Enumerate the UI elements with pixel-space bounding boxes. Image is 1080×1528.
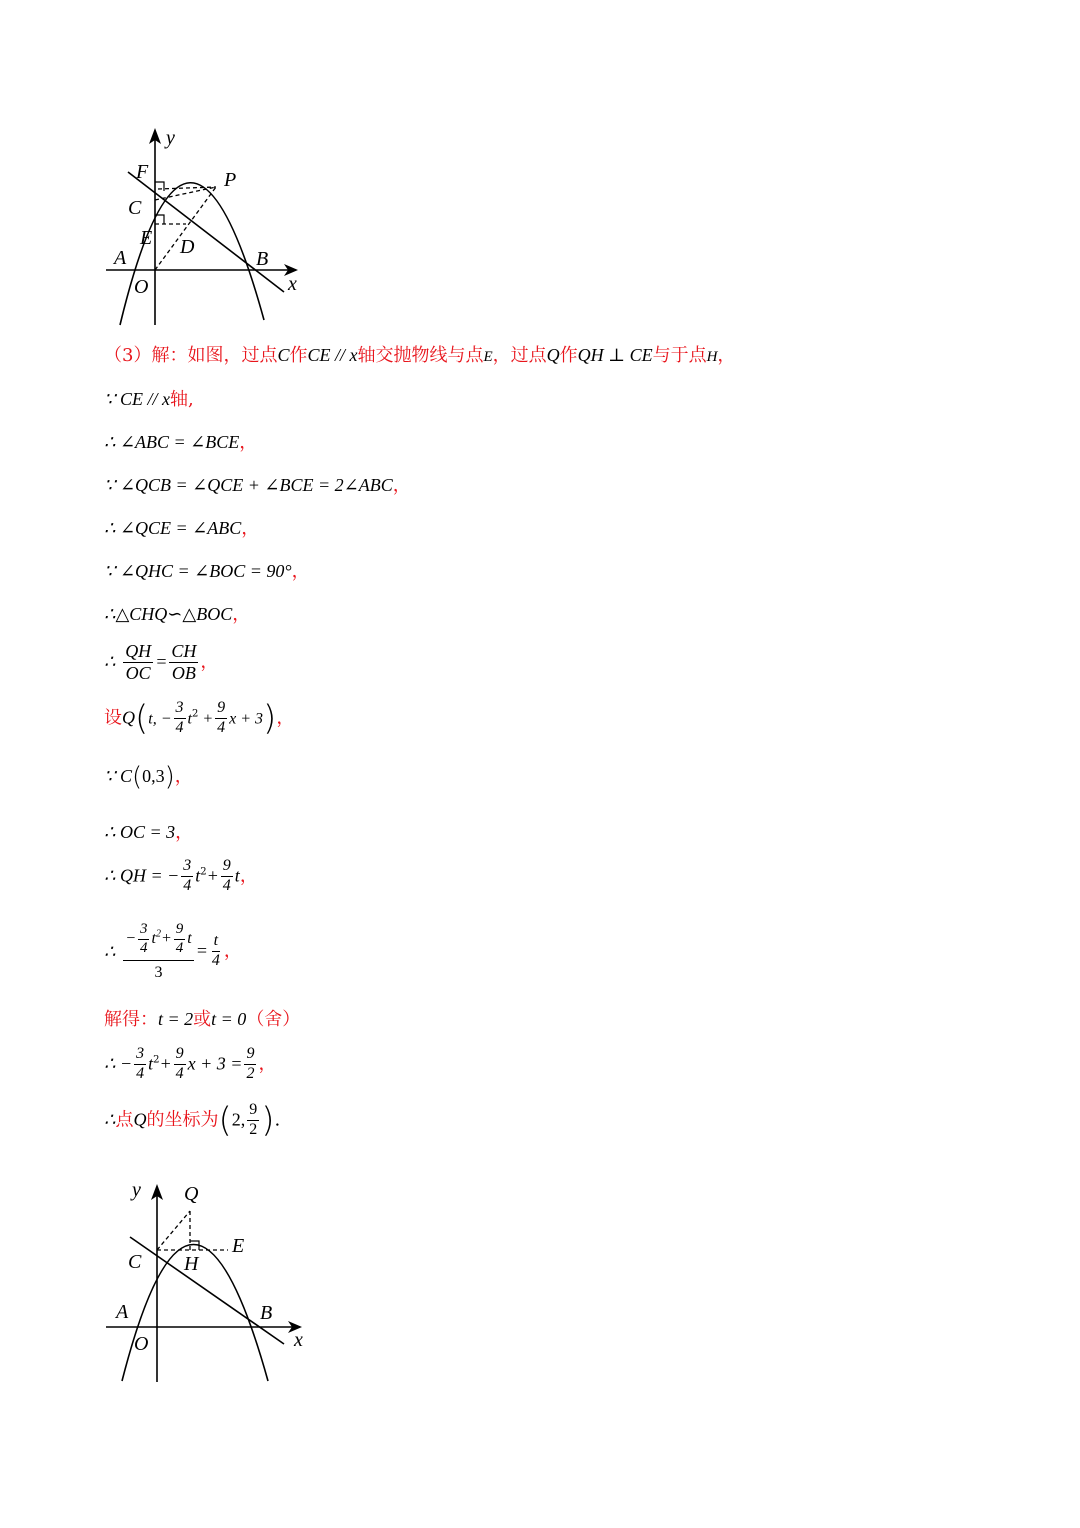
point-label: 点	[115, 1109, 134, 1131]
denominator: OB	[171, 662, 196, 683]
exponent: 2	[191, 708, 199, 720]
step-angle-abc-bce	[104, 433, 257, 452]
numerator: 9	[247, 1102, 259, 1121]
label-x: x	[288, 273, 297, 295]
label-o: O	[134, 276, 149, 298]
exponent: 2	[155, 928, 161, 940]
numerator: 9	[174, 922, 186, 940]
step-equation	[104, 922, 242, 981]
conclusion	[104, 1102, 280, 1139]
therefore-symbol: ∴	[104, 651, 116, 672]
step-suffix: ，	[175, 822, 194, 843]
label-e: E	[140, 227, 153, 249]
x-coordinate: 2,	[231, 1109, 246, 1130]
step-angle-qce	[104, 519, 259, 538]
fraction-3-4	[181, 858, 193, 895]
intro-text: 轴交抛物线与点	[357, 345, 484, 366]
fraction-3-4	[174, 700, 186, 737]
point-q: Q	[133, 1109, 147, 1130]
solution-t2: t = 2	[158, 1009, 194, 1029]
step-oc-equals-3	[104, 823, 193, 842]
therefore-symbol: ∴	[104, 1109, 116, 1130]
label-o: O	[134, 1333, 149, 1355]
step-suffix: 轴,	[169, 389, 194, 410]
right-paren: )	[164, 762, 175, 792]
label-x: x	[294, 1329, 303, 1351]
intro-text: ，	[717, 345, 736, 366]
numerator: 3	[174, 700, 186, 719]
step-y-value	[104, 1046, 276, 1083]
point-h: H	[706, 349, 718, 365]
denominator: 3	[154, 963, 163, 981]
math-expr: ∵ ∠QCB = ∠QCE + ∠BCE = 2∠ABC	[104, 475, 393, 495]
math-expr: ∵ C	[104, 766, 132, 786]
denominator: 2	[249, 1120, 258, 1138]
intro-text: 与于点	[652, 345, 707, 366]
denominator: 4	[175, 1064, 184, 1082]
math-expr: ∵ CE // x	[104, 389, 170, 409]
right-angle-mark-f	[155, 182, 164, 191]
math-expr: t, −	[148, 710, 172, 728]
rejected-label: （舍）	[246, 1009, 301, 1030]
step-similar-triangles	[104, 605, 250, 624]
label-f: F	[136, 161, 149, 183]
step-ratio	[104, 642, 218, 683]
intro-text: 作	[289, 345, 308, 366]
step-suffix: ，	[239, 865, 258, 887]
denominator: 4	[211, 952, 220, 970]
compound-numerator	[123, 922, 194, 961]
label-q: Q	[184, 1183, 199, 1205]
step-suffix: ，	[291, 561, 310, 582]
equals-sign: =	[195, 940, 208, 961]
intro-text: 作	[559, 345, 578, 366]
denominator: 4	[175, 939, 184, 956]
label-d: D	[180, 236, 195, 258]
numerator: 9	[244, 1046, 256, 1065]
math-expr: ∵ ∠QHC = ∠BOC = 90°	[104, 561, 292, 581]
exponent: 2	[153, 1054, 160, 1066]
step-solve	[104, 1010, 300, 1029]
fraction-9-2	[247, 1102, 259, 1139]
variable-t: t	[187, 929, 192, 947]
variable-t: t	[195, 865, 201, 886]
plus-sign: +	[160, 929, 172, 947]
solve-label: 解得：	[104, 1009, 158, 1030]
label-a: A	[114, 247, 127, 269]
compound-fraction	[123, 922, 194, 981]
numerator: 9	[174, 1046, 186, 1065]
line-bc	[130, 1237, 284, 1344]
label-c: C	[128, 197, 142, 219]
step-set-q	[104, 700, 294, 737]
solution-t0: t = 0	[211, 1009, 247, 1029]
numerator: 3	[138, 922, 150, 940]
period: .	[274, 1109, 281, 1131]
figure-2-parabola-diagram	[100, 1176, 320, 1386]
denominator: 4	[183, 876, 192, 894]
label-h: H	[184, 1253, 199, 1275]
math-expr: ∴ OC = 3	[104, 822, 176, 842]
math-expr: t	[187, 710, 192, 728]
denominator: 4	[175, 718, 184, 736]
math-expr: ∴ ∠QCE = ∠ABC	[104, 518, 242, 538]
step-suffix: ，	[200, 651, 219, 673]
variable-t: t	[234, 865, 240, 886]
step-suffix: ，	[174, 766, 193, 787]
plus-sign: +	[159, 1053, 172, 1074]
math-expr: x + 3	[229, 710, 264, 728]
label-y: y	[132, 1179, 141, 1201]
intro-text: （3）解：如图，过点	[104, 345, 278, 366]
label-e: E	[232, 1235, 245, 1257]
coordinate-label: 的坐标为	[146, 1109, 219, 1131]
denominator: 4	[217, 718, 226, 736]
numerator: 9	[215, 700, 227, 719]
fraction-qh-oc	[123, 642, 153, 683]
dashed-cq	[157, 1211, 190, 1250]
label-a: A	[116, 1301, 129, 1323]
point-e: E	[483, 349, 493, 365]
set-label: 设	[104, 707, 122, 729]
step-qh-expression	[104, 858, 258, 895]
fraction-9-4	[215, 700, 227, 737]
label-y: y	[166, 127, 175, 149]
fraction-9-4	[174, 1046, 186, 1083]
step-ce-parallel	[104, 390, 194, 409]
exponent: 2	[200, 866, 207, 878]
solution-intro	[104, 346, 735, 365]
label-b: B	[260, 1302, 273, 1324]
coordinates: 0,3	[142, 766, 165, 786]
therefore-symbol: ∴	[104, 941, 116, 962]
label-p: P	[224, 169, 237, 191]
step-suffix: ，	[258, 1053, 277, 1075]
point-q: Q	[546, 345, 560, 365]
numerator: 3	[134, 1046, 146, 1065]
fraction-ch-ob	[169, 642, 198, 683]
left-paren: (	[135, 698, 149, 739]
step-suffix: ，	[241, 518, 260, 539]
label-b: B	[256, 248, 269, 270]
denominator: 4	[136, 1064, 145, 1082]
plus-sign: +	[206, 865, 219, 886]
numerator: t	[212, 933, 220, 952]
fraction-3-4	[138, 922, 150, 957]
math-expr: +	[198, 710, 214, 728]
numerator: 9	[221, 858, 233, 877]
step-point-c	[104, 764, 193, 790]
qh-perp-ce: QH ⊥ CE	[577, 345, 653, 365]
step-suffix: ，	[223, 940, 242, 962]
equals-sign: =	[155, 651, 168, 672]
step-suffix: ，	[276, 707, 295, 729]
fraction-t-4	[210, 933, 222, 970]
numerator: CH	[171, 641, 197, 661]
math-expr: ∴ QH = −	[104, 865, 180, 886]
variable-t: t	[151, 929, 156, 947]
math-expr: x + 3 =	[187, 1053, 243, 1074]
math-expr: ∴ −	[104, 1053, 133, 1074]
step-angle-qhc	[104, 562, 310, 581]
point-c: C	[277, 345, 290, 365]
variable-t: t	[148, 1053, 154, 1074]
minus-sign: −	[125, 929, 136, 947]
intro-text: ，过点	[492, 345, 547, 366]
fraction-3-4	[134, 1046, 146, 1083]
denominator: OC	[125, 662, 151, 683]
step-suffix: ，	[239, 432, 258, 453]
denominator: 4	[222, 876, 231, 894]
figure-1-parabola-diagram	[100, 120, 320, 330]
left-paren: (	[218, 1100, 232, 1141]
denominator: 2	[246, 1064, 255, 1082]
or-label: 或	[193, 1009, 212, 1030]
dashed-fp	[158, 187, 216, 189]
step-suffix: ，	[232, 604, 251, 625]
fraction-9-2	[244, 1046, 256, 1083]
math-expr: ∴ ∠ABC = ∠BCE	[104, 432, 240, 452]
fraction-9-4	[221, 858, 233, 895]
step-suffix: ，	[392, 475, 411, 496]
label-c: C	[128, 1251, 142, 1273]
point-q: Q	[122, 707, 135, 728]
step-angle-qcb	[104, 476, 411, 495]
denominator: 4	[139, 939, 148, 956]
ce-parallel-x: CE // x	[307, 345, 358, 365]
math-expr: ∴△CHQ∽△BOC	[104, 604, 233, 624]
numerator: 3	[181, 858, 193, 877]
right-paren: )	[261, 1100, 275, 1141]
right-paren: )	[263, 698, 277, 739]
numerator: QH	[125, 641, 152, 661]
left-paren: (	[131, 762, 143, 792]
fraction-9-4	[174, 922, 186, 957]
